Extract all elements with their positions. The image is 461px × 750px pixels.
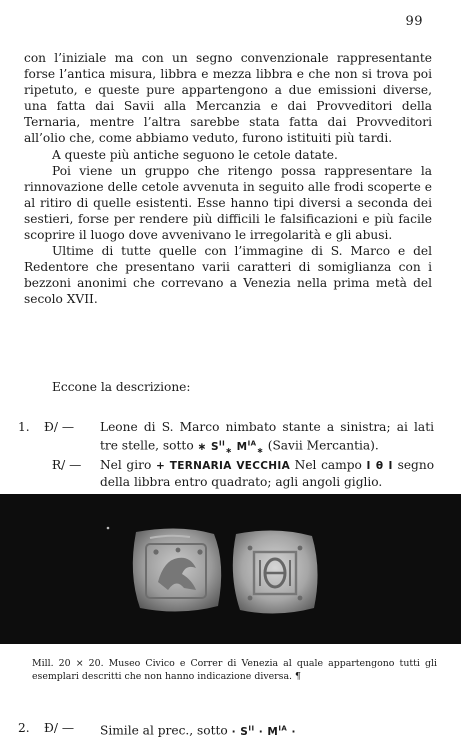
entry-number: 1. [18, 420, 30, 434]
paragraph-4: Ultime di tutte quelle con l’immagine di S. Marco e del Redentore che presentano varii caratteri di somiglianza con i bezzoni anonimi che correvano a Venezia nella prima metà del secolo XVII. [24, 244, 432, 307]
reverse-text-tail: segno della libbra entro quadrato; agli angoli giglio. [100, 458, 435, 489]
obverse-description [100, 419, 434, 459]
obverse-coin [133, 528, 221, 611]
reverse-description [100, 457, 434, 490]
caption-note-mark: ¶ [295, 671, 301, 682]
obverse-text: Leone di S. Marco nimbato stante a sinistra; ai lati tre stelle, sotto [100, 420, 434, 453]
coin-photograph [0, 494, 461, 644]
reverse-legend: + TERNARIA VECCHIA [155, 460, 290, 472]
page-number: 99 [405, 14, 423, 29]
coin-images [0, 494, 461, 644]
reverse-text-field: Nel campo [294, 458, 362, 472]
entry-2-text: Simile al prec., sotto [100, 723, 228, 738]
reverse-field-symbol: I θ I [366, 460, 393, 472]
reverse-text: Nel giro [100, 458, 152, 472]
body-text [24, 50, 432, 308]
entry-2-description [100, 720, 434, 740]
description-intro: Eccone la descrizione: [52, 380, 191, 394]
entry-2-inscription: · $S^{II} \cdot M^{IA}$ · [231, 724, 296, 738]
entry-number-2: 2. [18, 721, 30, 735]
obverse-inscription: ∗ $S^{II}_∗$ $M^{IA}_∗$ [197, 439, 264, 455]
paragraph-1: con l’iniziale ma con un segno convenzionale rappresentante forse l’antica misura, libbra e mezza libbra e che non si trova poi ripetuto, e queste pure appartengono a due emissioni diverse, una fatta dai Savii alla Mercanzia e dai Provveditori della Ternaria, mentre l’altra sarebbe stata fatta dai Provveditori all’olio che, come abbiamo veduto, furono istituiti più tardi. [24, 51, 432, 146]
reverse-mark: Ɍ/ — [52, 458, 82, 472]
caption-text: Mill. 20 × 20. Museo Civico e Correr di Venezia al quale appartengono tutti gli esemplari descritti che non hanno indicazione diversa. [32, 658, 437, 682]
obverse-attribution: (Savii Mercantia). [267, 438, 379, 453]
paragraph-2: A queste più antiche seguono le cetole datate. [52, 147, 338, 162]
reverse-coin [233, 530, 318, 613]
obverse-mark: Đ/ — [44, 420, 75, 434]
obverse-mark-2: Đ/ — [44, 721, 75, 735]
figure-caption [32, 657, 437, 683]
paragraph-3: Poi viene un gruppo che ritengo possa rappresentare la rinnovazione delle cetole avvenuta in seguito alle frodi scoperte e al ritiro di quelle esistenti. Esse hanno tipi diversi a seconda dei sestieri, forse per rendere più difficili le falsificazioni e più facile scoprire il luogo dove avvenivano le irregolarità e gli abusi. [24, 163, 432, 243]
